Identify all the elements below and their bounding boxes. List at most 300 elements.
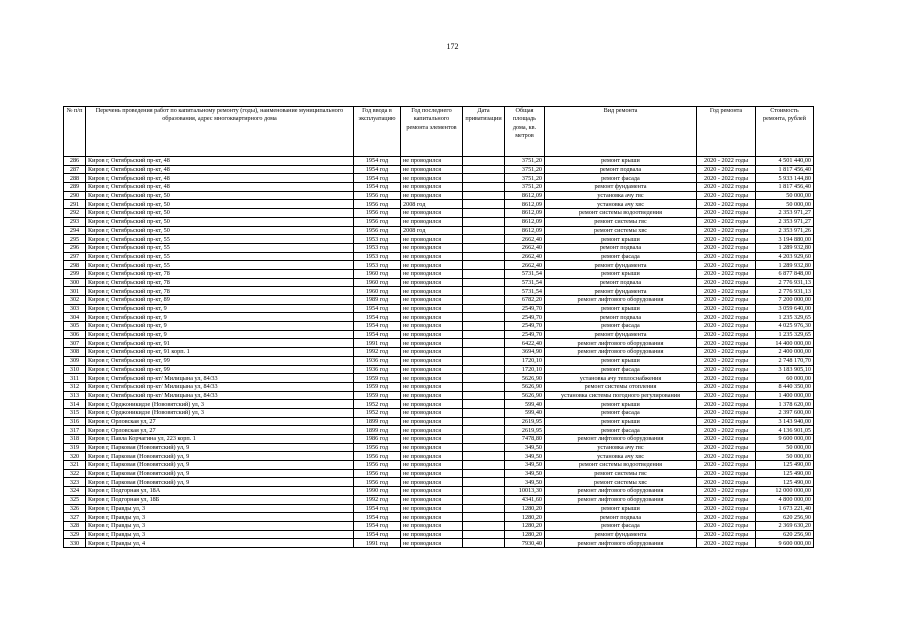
row-number-cell: 316 xyxy=(64,417,86,426)
row-cost-cell: 125 490,00 xyxy=(756,469,814,478)
row-number-cell: 318 xyxy=(64,435,86,444)
row-last-repair-cell: не проводился xyxy=(401,478,463,487)
table-row xyxy=(64,304,814,313)
row-last-repair-cell: не проводился xyxy=(401,157,463,166)
row-number-cell: 286 xyxy=(64,157,86,166)
row-cost-cell: 4 501 440,00 xyxy=(756,157,814,166)
table-row xyxy=(64,313,814,322)
row-privatization-date-cell xyxy=(463,226,505,235)
table-row xyxy=(64,513,814,522)
row-privatization-date-cell xyxy=(463,400,505,409)
table-row xyxy=(64,504,814,513)
row-privatization-date-cell xyxy=(463,200,505,209)
table-row xyxy=(64,452,814,461)
row-cost-cell: 125 490,00 xyxy=(756,478,814,487)
row-privatization-date-cell xyxy=(463,261,505,270)
row-area-cell: 5626,90 xyxy=(505,382,545,391)
row-repair-year-cell: 2020 - 2022 годы xyxy=(697,513,756,522)
row-cost-cell: 3 194 880,00 xyxy=(756,235,814,244)
row-privatization-date-cell xyxy=(463,157,505,166)
row-cost-cell: 1 378 620,00 xyxy=(756,400,814,409)
row-year-built-cell: 1959 год xyxy=(354,391,401,400)
row-year-built-cell: 1956 год xyxy=(354,217,401,226)
table-row xyxy=(64,348,814,357)
row-repair-year-cell: 2020 - 2022 годы xyxy=(697,487,756,496)
row-repair-type-cell: ремонт лифтового оборудования xyxy=(545,296,697,305)
page-number: 172 xyxy=(446,42,459,51)
row-last-repair-cell: не проводился xyxy=(401,495,463,504)
row-area-cell: 8612,09 xyxy=(505,200,545,209)
row-number-cell: 319 xyxy=(64,443,86,452)
row-number-cell: 305 xyxy=(64,322,86,331)
row-address-cell: Киров г, Октябрьский пр-кт, 55 xyxy=(86,261,354,270)
table-row xyxy=(64,183,814,192)
row-cost-cell: 4 025 976,30 xyxy=(756,322,814,331)
row-address-cell: Киров г, Октябрьский пр-кт, 50 xyxy=(86,200,354,209)
row-repair-year-cell: 2020 - 2022 годы xyxy=(697,391,756,400)
row-privatization-date-cell xyxy=(463,243,505,252)
row-repair-type-cell: установка ачу теплоснабжения xyxy=(545,374,697,383)
row-number-cell: 291 xyxy=(64,200,86,209)
row-year-built-cell: 1956 год xyxy=(354,478,401,487)
table-row xyxy=(64,487,814,496)
row-address-cell: Киров г, Октябрьский пр-кт, 48 xyxy=(86,165,354,174)
row-repair-year-cell: 2020 - 2022 годы xyxy=(697,174,756,183)
row-number-cell: 299 xyxy=(64,269,86,278)
row-area-cell: 2619,95 xyxy=(505,426,545,435)
row-number-cell: 317 xyxy=(64,426,86,435)
row-year-built-cell: 1954 год xyxy=(354,304,401,313)
row-repair-type-cell: ремонт фундамента xyxy=(545,261,697,270)
row-year-built-cell: 1953 год xyxy=(354,261,401,270)
row-cost-cell: 1 235 329,65 xyxy=(756,313,814,322)
table-row xyxy=(64,269,814,278)
row-last-repair-cell: не проводился xyxy=(401,452,463,461)
row-last-repair-cell: не проводился xyxy=(401,191,463,200)
table-row xyxy=(64,530,814,539)
row-repair-year-cell: 2020 - 2022 годы xyxy=(697,217,756,226)
row-repair-type-cell: ремонт фасада xyxy=(545,174,697,183)
table-row xyxy=(64,382,814,391)
row-repair-type-cell: ремонт крыши xyxy=(545,417,697,426)
row-repair-type-cell: ремонт фасада xyxy=(545,426,697,435)
row-area-cell: 3751,20 xyxy=(505,157,545,166)
row-number-cell: 322 xyxy=(64,469,86,478)
row-last-repair-cell: не проводился xyxy=(401,391,463,400)
row-cost-cell: 3 059 640,00 xyxy=(756,304,814,313)
row-year-built-cell: 1992 год xyxy=(354,348,401,357)
row-last-repair-cell: не проводился xyxy=(401,382,463,391)
row-year-built-cell: 1956 год xyxy=(354,200,401,209)
row-year-built-cell: 1954 год xyxy=(354,530,401,539)
table-row xyxy=(64,322,814,331)
row-repair-year-cell: 2020 - 2022 годы xyxy=(697,252,756,261)
row-address-cell: Киров г, Октябрьский пр-кт, 78 xyxy=(86,278,354,287)
row-area-cell: 2619,95 xyxy=(505,417,545,426)
row-cost-cell: 620 256,90 xyxy=(756,530,814,539)
row-last-repair-cell: не проводился xyxy=(401,348,463,357)
row-address-cell: Киров г, Октябрьский пр-кт, 9 xyxy=(86,330,354,339)
row-number-cell: 326 xyxy=(64,504,86,513)
row-privatization-date-cell xyxy=(463,469,505,478)
row-address-cell: Киров г, Октябрьский пр-кт, 55 xyxy=(86,235,354,244)
row-number-cell: 300 xyxy=(64,278,86,287)
row-repair-type-cell: ремонт подвала xyxy=(545,313,697,322)
table-row xyxy=(64,226,814,235)
row-number-cell: 301 xyxy=(64,287,86,296)
row-cost-cell: 5 933 144,80 xyxy=(756,174,814,183)
table-row xyxy=(64,278,814,287)
row-repair-type-cell: ремонт крыши xyxy=(545,304,697,313)
row-year-built-cell: 1954 год xyxy=(354,504,401,513)
row-last-repair-cell: 2008 год xyxy=(401,200,463,209)
row-year-built-cell: 1992 год xyxy=(354,495,401,504)
row-year-built-cell: 1956 год xyxy=(354,443,401,452)
table-row xyxy=(64,191,814,200)
row-repair-type-cell: установка ачу хвс xyxy=(545,452,697,461)
row-cost-cell: 50 000,00 xyxy=(756,443,814,452)
row-privatization-date-cell xyxy=(463,417,505,426)
row-repair-year-cell: 2020 - 2022 годы xyxy=(697,365,756,374)
row-address-cell: Киров г, Правды ул, 3 xyxy=(86,504,354,513)
row-year-built-cell: 1954 год xyxy=(354,513,401,522)
row-last-repair-cell: не проводился xyxy=(401,435,463,444)
row-repair-type-cell: ремонт лифтового оборудования xyxy=(545,495,697,504)
row-number-cell: 307 xyxy=(64,339,86,348)
row-year-built-cell: 1956 год xyxy=(354,452,401,461)
row-privatization-date-cell xyxy=(463,478,505,487)
row-last-repair-cell: не проводился xyxy=(401,443,463,452)
row-year-built-cell: 1959 год xyxy=(354,374,401,383)
row-privatization-date-cell xyxy=(463,539,505,548)
row-repair-year-cell: 2020 - 2022 годы xyxy=(697,269,756,278)
row-last-repair-cell: не проводился xyxy=(401,183,463,192)
row-last-repair-cell: не проводился xyxy=(401,243,463,252)
row-cost-cell: 2 400 000,00 xyxy=(756,348,814,357)
row-repair-year-cell: 2020 - 2022 годы xyxy=(697,296,756,305)
row-repair-type-cell: ремонт фасада xyxy=(545,408,697,417)
row-last-repair-cell: не проводился xyxy=(401,313,463,322)
row-year-built-cell: 1953 год xyxy=(354,243,401,252)
row-area-cell: 349,50 xyxy=(505,452,545,461)
row-year-built-cell: 1936 год xyxy=(354,356,401,365)
row-repair-type-cell: ремонт крыши xyxy=(545,235,697,244)
row-last-repair-cell: не проводился xyxy=(401,322,463,331)
row-repair-year-cell: 2020 - 2022 годы xyxy=(697,530,756,539)
row-number-cell: 330 xyxy=(64,539,86,548)
table-row xyxy=(64,200,814,209)
row-last-repair-cell: не проводился xyxy=(401,252,463,261)
table-row xyxy=(64,157,814,166)
row-repair-year-cell: 2020 - 2022 годы xyxy=(697,426,756,435)
row-area-cell: 1280,20 xyxy=(505,513,545,522)
row-number-cell: 296 xyxy=(64,243,86,252)
row-cost-cell: 3 143 940,00 xyxy=(756,417,814,426)
row-repair-year-cell: 2020 - 2022 годы xyxy=(697,461,756,470)
row-address-cell: Киров г, Октябрьский пр-кт, 78 xyxy=(86,287,354,296)
table-row xyxy=(64,408,814,417)
row-repair-year-cell: 2020 - 2022 годы xyxy=(697,200,756,209)
row-cost-cell: 7 200 000,00 xyxy=(756,296,814,305)
row-repair-year-cell: 2020 - 2022 годы xyxy=(697,417,756,426)
row-year-built-cell: 1953 год xyxy=(354,235,401,244)
row-repair-type-cell: установка системы погодного регулирования xyxy=(545,391,697,400)
row-privatization-date-cell xyxy=(463,382,505,391)
row-privatization-date-cell xyxy=(463,374,505,383)
row-number-cell: 292 xyxy=(64,209,86,218)
row-privatization-date-cell xyxy=(463,191,505,200)
row-address-cell: Киров г, Октябрьский пр-кт, 91 xyxy=(86,339,354,348)
table-row xyxy=(64,339,814,348)
row-cost-cell: 1 289 932,80 xyxy=(756,261,814,270)
row-last-repair-cell: не проводился xyxy=(401,521,463,530)
row-area-cell: 8612,09 xyxy=(505,191,545,200)
row-year-built-cell: 1991 год xyxy=(354,339,401,348)
row-repair-type-cell: ремонт фундамента xyxy=(545,287,697,296)
row-repair-year-cell: 2020 - 2022 годы xyxy=(697,278,756,287)
table-row xyxy=(64,426,814,435)
row-area-cell: 2662,40 xyxy=(505,252,545,261)
row-privatization-date-cell xyxy=(463,269,505,278)
row-privatization-date-cell xyxy=(463,487,505,496)
row-year-built-cell: 1954 год xyxy=(354,165,401,174)
row-repair-year-cell: 2020 - 2022 годы xyxy=(697,495,756,504)
row-year-built-cell: 1936 год xyxy=(354,365,401,374)
row-repair-year-cell: 2020 - 2022 годы xyxy=(697,408,756,417)
row-area-cell: 5626,90 xyxy=(505,374,545,383)
table-row xyxy=(64,461,814,470)
row-repair-year-cell: 2020 - 2022 годы xyxy=(697,443,756,452)
row-address-cell: Киров г, Октябрьский пр-кт, 55 xyxy=(86,243,354,252)
row-year-built-cell: 1991 год xyxy=(354,539,401,548)
row-privatization-date-cell xyxy=(463,435,505,444)
row-area-cell: 2662,40 xyxy=(505,243,545,252)
row-year-built-cell: 1986 год xyxy=(354,435,401,444)
row-privatization-date-cell xyxy=(463,521,505,530)
row-cost-cell: 2 353 971,27 xyxy=(756,217,814,226)
row-address-cell: Киров г, Правды ул, 3 xyxy=(86,530,354,539)
row-number-cell: 304 xyxy=(64,313,86,322)
row-number-cell: 289 xyxy=(64,183,86,192)
row-privatization-date-cell xyxy=(463,252,505,261)
row-privatization-date-cell xyxy=(463,209,505,218)
row-last-repair-cell: не проводился xyxy=(401,487,463,496)
row-address-cell: Киров г, Орджоникидзе (Нововятский) ул, 3 xyxy=(86,400,354,409)
row-cost-cell: 2 776 931,13 xyxy=(756,287,814,296)
row-last-repair-cell: не проводился xyxy=(401,269,463,278)
row-privatization-date-cell xyxy=(463,348,505,357)
row-area-cell: 8612,09 xyxy=(505,217,545,226)
row-cost-cell: 1 235 329,65 xyxy=(756,330,814,339)
row-repair-year-cell: 2020 - 2022 годы xyxy=(697,226,756,235)
row-privatization-date-cell xyxy=(463,391,505,400)
row-repair-type-cell: ремонт фундамента xyxy=(545,530,697,539)
row-cost-cell: 3 183 905,10 xyxy=(756,365,814,374)
row-area-cell: 1720,10 xyxy=(505,356,545,365)
row-last-repair-cell: не проводился xyxy=(401,209,463,218)
header-last-repair: Год последнего капитального ремонта элементов xyxy=(401,107,463,157)
row-repair-year-cell: 2020 - 2022 годы xyxy=(697,157,756,166)
row-number-cell: 310 xyxy=(64,365,86,374)
row-cost-cell: 2 776 931,13 xyxy=(756,278,814,287)
row-cost-cell: 14 400 000,00 xyxy=(756,339,814,348)
table-row xyxy=(64,243,814,252)
row-repair-type-cell: установка ачу гвс xyxy=(545,443,697,452)
row-repair-year-cell: 2020 - 2022 годы xyxy=(697,313,756,322)
row-last-repair-cell: не проводился xyxy=(401,287,463,296)
row-repair-year-cell: 2020 - 2022 годы xyxy=(697,478,756,487)
row-repair-type-cell: ремонт крыши xyxy=(545,400,697,409)
table-row xyxy=(64,391,814,400)
row-number-cell: 309 xyxy=(64,356,86,365)
row-repair-type-cell: ремонт фундамента xyxy=(545,330,697,339)
header-address: Перечень проведения работ по капитальному ремонту (годы), наименование муниципального образования, адрес многоквартирного дома xyxy=(86,107,354,157)
table-row xyxy=(64,469,814,478)
row-privatization-date-cell xyxy=(463,287,505,296)
row-number-cell: 320 xyxy=(64,452,86,461)
row-repair-year-cell: 2020 - 2022 годы xyxy=(697,382,756,391)
row-address-cell: Киров г, Парковая (Нововятский) ул, 9 xyxy=(86,461,354,470)
row-cost-cell: 2 353 971,26 xyxy=(756,226,814,235)
row-repair-year-cell: 2020 - 2022 годы xyxy=(697,209,756,218)
row-repair-year-cell: 2020 - 2022 годы xyxy=(697,304,756,313)
row-number-cell: 293 xyxy=(64,217,86,226)
row-last-repair-cell: не проводился xyxy=(401,469,463,478)
table-row xyxy=(64,174,814,183)
row-area-cell: 1280,20 xyxy=(505,504,545,513)
table-row xyxy=(64,330,814,339)
row-address-cell: Киров г, Правды ул, 3 xyxy=(86,513,354,522)
row-last-repair-cell: не проводился xyxy=(401,261,463,270)
row-address-cell: Киров г, Орловская ул, 27 xyxy=(86,417,354,426)
row-year-built-cell: 1960 год xyxy=(354,278,401,287)
row-address-cell: Киров г, Октябрьский пр-кт/ Милицына ул, 84/33 xyxy=(86,382,354,391)
row-address-cell: Киров г, Парковая (Нововятский) ул, 9 xyxy=(86,443,354,452)
row-number-cell: 294 xyxy=(64,226,86,235)
row-repair-type-cell: ремонт системы хвс xyxy=(545,226,697,235)
row-address-cell: Киров г, Правды ул, 4 xyxy=(86,539,354,548)
row-last-repair-cell: не проводился xyxy=(401,365,463,374)
row-year-built-cell: 1956 год xyxy=(354,226,401,235)
table-row xyxy=(64,417,814,426)
row-number-cell: 313 xyxy=(64,391,86,400)
row-area-cell: 3751,20 xyxy=(505,183,545,192)
row-repair-year-cell: 2020 - 2022 годы xyxy=(697,243,756,252)
row-repair-year-cell: 2020 - 2022 годы xyxy=(697,183,756,192)
row-year-built-cell: 1956 год xyxy=(354,469,401,478)
row-number-cell: 312 xyxy=(64,382,86,391)
row-cost-cell: 60 000,00 xyxy=(756,374,814,383)
row-address-cell: Киров г, Октябрьский пр-кт, 50 xyxy=(86,191,354,200)
row-area-cell: 8612,09 xyxy=(505,226,545,235)
table-row xyxy=(64,539,814,548)
row-repair-type-cell: ремонт системы гвс xyxy=(545,217,697,226)
row-area-cell: 349,50 xyxy=(505,443,545,452)
row-number-cell: 306 xyxy=(64,330,86,339)
row-year-built-cell: 1960 год xyxy=(354,269,401,278)
header-repair-year: Год ремонта xyxy=(697,107,756,157)
row-privatization-date-cell xyxy=(463,322,505,331)
row-repair-type-cell: ремонт лифтового оборудования xyxy=(545,539,697,548)
row-last-repair-cell: не проводился xyxy=(401,235,463,244)
table-row xyxy=(64,400,814,409)
row-repair-year-cell: 2020 - 2022 годы xyxy=(697,356,756,365)
row-cost-cell: 1 289 932,80 xyxy=(756,243,814,252)
row-privatization-date-cell xyxy=(463,513,505,522)
row-number-cell: 315 xyxy=(64,408,86,417)
row-repair-year-cell: 2020 - 2022 годы xyxy=(697,330,756,339)
row-cost-cell: 4 800 000,00 xyxy=(756,495,814,504)
row-repair-type-cell: ремонт фасада xyxy=(545,521,697,530)
row-last-repair-cell: не проводился xyxy=(401,513,463,522)
row-address-cell: Киров г, Октябрьский пр-кт, 9 xyxy=(86,304,354,313)
row-cost-cell: 125 490,00 xyxy=(756,461,814,470)
row-repair-type-cell: ремонт подвала xyxy=(545,513,697,522)
row-address-cell: Киров г, Октябрьский пр-кт, 78 xyxy=(86,269,354,278)
row-address-cell: Киров г, Правды ул, 3 xyxy=(86,521,354,530)
row-address-cell: Киров г, Парковая (Нововятский) ул, 9 xyxy=(86,478,354,487)
row-area-cell: 1280,20 xyxy=(505,530,545,539)
row-address-cell: Киров г, Октябрьский пр-кт, 91 корп. 1 xyxy=(86,348,354,357)
row-repair-type-cell: ремонт подвала xyxy=(545,278,697,287)
row-address-cell: Киров г, Октябрьский пр-кт, 48 xyxy=(86,157,354,166)
row-area-cell: 5731,54 xyxy=(505,287,545,296)
row-address-cell: Киров г, Октябрьский пр-кт, 50 xyxy=(86,226,354,235)
row-cost-cell: 9 600 000,00 xyxy=(756,539,814,548)
row-area-cell: 2549,70 xyxy=(505,330,545,339)
row-year-built-cell: 1954 год xyxy=(354,322,401,331)
row-year-built-cell: 1952 год xyxy=(354,408,401,417)
row-last-repair-cell: не проводился xyxy=(401,278,463,287)
row-privatization-date-cell xyxy=(463,530,505,539)
table-row xyxy=(64,287,814,296)
row-repair-type-cell: ремонт фасада xyxy=(545,365,697,374)
row-area-cell: 599,40 xyxy=(505,400,545,409)
row-address-cell: Киров г, Октябрьский пр-кт, 99 xyxy=(86,365,354,374)
row-repair-type-cell: ремонт лифтового оборудования xyxy=(545,487,697,496)
row-privatization-date-cell xyxy=(463,495,505,504)
row-number-cell: 325 xyxy=(64,495,86,504)
table-row xyxy=(64,296,814,305)
row-last-repair-cell: не проводился xyxy=(401,417,463,426)
row-repair-type-cell: ремонт системы гвс xyxy=(545,469,697,478)
row-privatization-date-cell xyxy=(463,426,505,435)
table-row xyxy=(64,235,814,244)
row-repair-type-cell: ремонт системы отопления xyxy=(545,382,697,391)
row-cost-cell: 2 353 971,27 xyxy=(756,209,814,218)
row-address-cell: Киров г, Орловская ул, 27 xyxy=(86,426,354,435)
row-privatization-date-cell xyxy=(463,339,505,348)
row-year-built-cell: 1954 год xyxy=(354,330,401,339)
row-address-cell: Киров г, Октябрьский пр-кт, 48 xyxy=(86,183,354,192)
row-repair-type-cell: ремонт крыши xyxy=(545,504,697,513)
row-privatization-date-cell xyxy=(463,174,505,183)
row-repair-year-cell: 2020 - 2022 годы xyxy=(697,400,756,409)
row-address-cell: Киров г, Октябрьский пр-кт, 55 xyxy=(86,252,354,261)
row-year-built-cell: 1990 год xyxy=(354,487,401,496)
row-last-repair-cell: не проводился xyxy=(401,339,463,348)
row-repair-year-cell: 2020 - 2022 годы xyxy=(697,469,756,478)
row-number-cell: 308 xyxy=(64,348,86,357)
row-address-cell: Киров г, Подгорная ул, 18Б xyxy=(86,495,354,504)
row-number-cell: 290 xyxy=(64,191,86,200)
row-cost-cell: 4 203 929,60 xyxy=(756,252,814,261)
row-number-cell: 327 xyxy=(64,513,86,522)
row-number-cell: 302 xyxy=(64,296,86,305)
header-privatization-date: Дата приватизации xyxy=(463,107,505,157)
table-row xyxy=(64,261,814,270)
header-cost: Стоимость ремонта, рублей xyxy=(756,107,814,157)
